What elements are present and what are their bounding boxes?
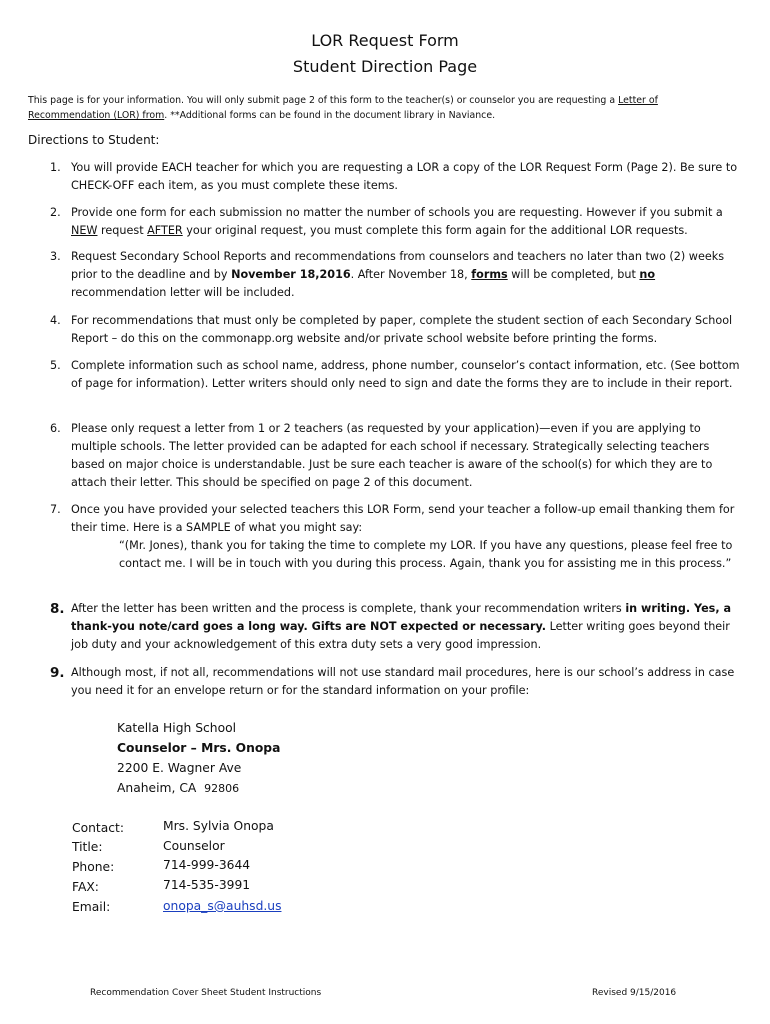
item-text-part: recommendation letter will be included. [71,286,295,299]
counselor-name: Counselor – Mrs. Onopa [117,741,281,755]
fax-label: FAX: [72,880,99,894]
no-emphasis: no [639,268,656,281]
item-text: Once you have provided your selected teachers this LOR Form, send your teacher a follow-up email thanking them for their time. Here is a SAMPLE of what you might say: [71,503,735,534]
directions-heading: Directions to Student: [28,133,160,147]
school-name: Katella High School [117,721,237,735]
address-block [117,718,280,799]
lor-link-1: Letter of [618,95,658,106]
city-state: Anaheim, CA [117,781,197,795]
item-text-part: will be completed, but [507,268,640,281]
lor-link-2: Recommendation (LOR) from [28,110,165,121]
item-number: 6. [50,422,61,435]
item-text-part: request [97,224,148,237]
item-number: 1. [50,161,61,174]
item-text-part: Provide one form for each submission no matter the number of schools you are requesting. However if you submit a [71,206,723,219]
item-text-part: your original request, you must complete this form again for the additional LOR requests. [182,224,688,237]
item-text-part: Request Secondary School Reports and recommendations from counselors and teachers no later than two (2) weeks prior to the deadline and by [71,250,725,281]
intro-text-1: This page is for your information. You will only submit page 2 of this form to the teacher(s) or counselor you are requesting a [28,95,619,106]
deadline-date: November 18,2016 [231,268,351,281]
page-title: LOR Request Form [311,31,459,50]
fax-value: 714-535-3991 [163,878,251,892]
item-text: For recommendations that must only be completed by paper, complete the student section of each Secondary School Report – do this on the commonapp.org website and/or private school website before printing the forms. [71,314,733,345]
phone-value: 714-999-3644 [163,858,251,872]
item-text-part: After the letter has been written and the process is complete, thank your recommendation writers [71,602,626,615]
item-number: 7. [50,503,61,516]
title-label: Title: [72,840,103,854]
page-subtitle: Student Direction Page [292,57,478,76]
item-text: You will provide EACH teacher for which you are requesting a LOR a copy of the LOR Request Form (Page 2). Be sure to CHECK-OFF each item, as you must complete these items. [71,161,738,192]
phone-label: Phone: [72,860,115,874]
title-value: Counselor [163,839,225,853]
street-address: 2200 E. Wagner Ave [117,761,242,775]
item-number: 5. [50,359,61,372]
forms-emphasis: forms [471,268,508,281]
contact-value: Mrs. Sylvia Onopa [163,819,274,833]
zip-code: 92806 [204,782,240,795]
item-text-part: . After November 18, [350,268,472,281]
item-text [71,600,743,654]
sample-email-quote: “(Mr. Jones), thank you for taking the time to complete my LOR. If you have any questions, please feel free to contact me. I will be in touch with you during this process. Again, thank you for assisting me in this process.” [119,539,733,570]
email-link[interactable]: onopa_s@auhsd.us [163,899,282,913]
item-text-part: Letter writing goes beyond their job duty and your acknowledgement of this extra duty sets a very good impression. [71,620,730,651]
footer-right: Revised 9/15/2016 [592,988,677,998]
intro-text-2: . **Additional forms can be found in the document library in Naviance. [164,110,496,121]
after-emphasis: AFTER [147,224,183,237]
thank-you-emphasis: in writing. Yes, a thank-you note/card goes a long way. Gifts are NOT expected or necessary. [71,602,732,633]
new-emphasis: NEW [71,224,98,237]
item-number: 3. [50,250,61,263]
contact-label: Contact: [72,821,124,835]
footer-left: Recommendation Cover Sheet Student Instructions [90,988,322,998]
city-line [117,778,280,799]
intro-paragraph [28,93,748,123]
item-number: 9. [50,665,65,681]
item-text [71,204,743,240]
item-text: Please only request a letter from 1 or 2 teachers (as requested by your application)—even if you are applying to multiple schools. The letter provided can be adapted for each school if necessary. Strategically selecting teachers based on major choice is understandable. Just be sure each teacher is aware of the school(s) for which they are to attach their letter. This should be specified on page 2 of this document. [71,422,713,489]
item-number: 8. [50,601,65,617]
item-number: 4. [50,314,61,327]
item-text: Complete information such as school name, address, phone number, counselor’s contact information, etc. (See bottom of page for information). Letter writers should only need to sign and date the forms they are to include in their report. [71,359,740,390]
item-text: Although most, if not all, recommendations will not use standard mail procedures, here is our school’s address in case you need it for an envelope return or for the standard information on your profile: [71,666,735,697]
item-number: 2. [50,206,61,219]
item-text [71,248,743,302]
email-label: Email: [72,900,111,914]
